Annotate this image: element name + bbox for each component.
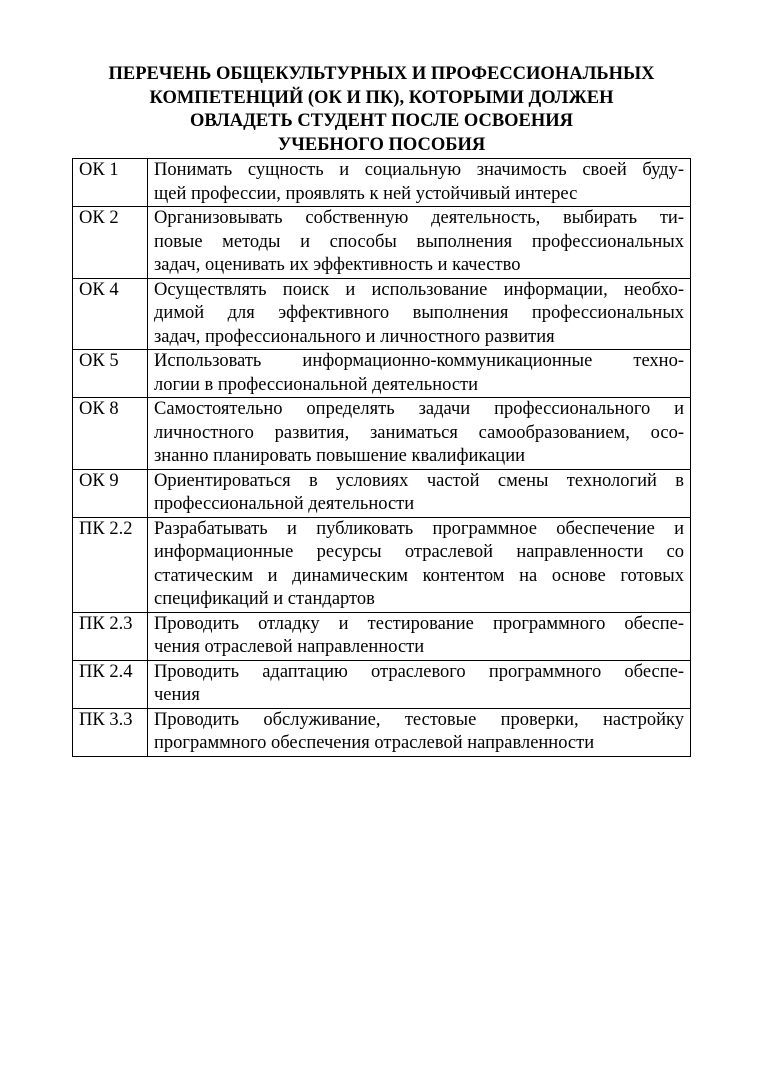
description-line: Организовывать собственную деятельность, выбирать ти- xyxy=(154,208,684,228)
competency-code: ОК 4 xyxy=(73,278,148,350)
description-line: личностного развития, заниматься самообразованием, осо- xyxy=(154,422,684,443)
description-line: задач, оценивать их эффективность и качество xyxy=(154,255,521,275)
table-row xyxy=(73,469,691,517)
table-row xyxy=(73,350,691,398)
table-row xyxy=(73,398,691,470)
competency-code: ОК 8 xyxy=(73,398,148,470)
page-title xyxy=(60,63,703,157)
description-line: спецификаций и стандартов xyxy=(154,589,375,609)
description-line: логии в профессиональной деятельности xyxy=(154,374,479,395)
competency-description xyxy=(148,398,691,470)
competency-description xyxy=(148,207,691,279)
competency-description xyxy=(148,660,691,708)
description-line: димой для эффективного выполнения профессиональных xyxy=(154,303,684,323)
description-line: Использовать информационно-коммуникационные техно- xyxy=(154,351,684,371)
competency-code: ПК 2.2 xyxy=(73,517,148,612)
table-row xyxy=(73,278,691,350)
description-line: информационные ресурсы отраслевой направленности со xyxy=(154,542,684,562)
competencies-table xyxy=(72,158,691,757)
table-row xyxy=(73,159,691,207)
competency-description xyxy=(148,278,691,350)
description-line: чения отраслевой направленности xyxy=(154,637,425,657)
competency-code: ПК 2.4 xyxy=(73,660,148,708)
competency-code: ОК 9 xyxy=(73,469,148,517)
description-line: Разрабатывать и публиковать программное обеспечение и xyxy=(154,518,684,539)
description-line: повые методы и способы выполнения профессиональных xyxy=(154,231,684,252)
competency-code: ПК 3.3 xyxy=(73,708,148,756)
description-line: Самостоятельно определять задачи профессионального и xyxy=(154,399,684,419)
competency-description xyxy=(148,469,691,517)
title-line: КОМПЕТЕНЦИЙ (ОК И ПК), КОТОРЫМИ ДОЛЖЕН xyxy=(149,87,614,108)
description-line: профессиональной деятельности xyxy=(154,494,415,514)
table-row xyxy=(73,517,691,612)
description-line: задач, профессионального и личностного развития xyxy=(154,326,555,347)
competency-description xyxy=(148,708,691,756)
description-line: Проводить обслуживание, тестовые проверки, настройку xyxy=(154,709,684,730)
competency-description xyxy=(148,612,691,660)
competency-code: ПК 2.3 xyxy=(73,612,148,660)
competency-code: ОК 1 xyxy=(73,159,148,207)
competency-code: ОК 2 xyxy=(73,207,148,279)
title-line: ПЕРЕЧЕНЬ ОБЩЕКУЛЬТУРНЫХ И ПРОФЕССИОНАЛЬНЫХ xyxy=(108,64,655,84)
table-row xyxy=(73,660,691,708)
competency-description xyxy=(148,517,691,612)
description-line: программного обеспечения отраслевой направленности xyxy=(154,733,595,753)
table-row xyxy=(73,708,691,756)
table-row xyxy=(73,207,691,279)
description-line: статическим и динамическим контентом на основе готовых xyxy=(154,565,684,586)
description-line: Проводить отладку и тестирование программного обеспе- xyxy=(154,613,684,634)
description-line: Проводить адаптацию отраслевого программного обеспе- xyxy=(154,661,684,682)
competency-code: ОК 5 xyxy=(73,350,148,398)
description-line: Осуществлять поиск и использование информации, необхо- xyxy=(154,279,684,300)
title-line: УЧЕБНОГО ПОСОБИЯ xyxy=(277,134,486,155)
description-line: Понимать сущность и социальную значимость своей буду- xyxy=(154,160,684,180)
description-line: знанно планировать повышение квалификации xyxy=(154,446,526,466)
table-row xyxy=(73,612,691,660)
competency-description xyxy=(148,159,691,207)
description-line: чения xyxy=(154,685,200,705)
description-line: Ориентироваться в условиях частой смены технологий в xyxy=(154,470,684,491)
title-line: ОВЛАДЕТЬ СТУДЕНТ ПОСЛЕ ОСВОЕНИЯ xyxy=(189,111,574,131)
description-line: щей профессии, проявлять к ней устойчивый интерес xyxy=(154,183,578,204)
competency-description xyxy=(148,350,691,398)
